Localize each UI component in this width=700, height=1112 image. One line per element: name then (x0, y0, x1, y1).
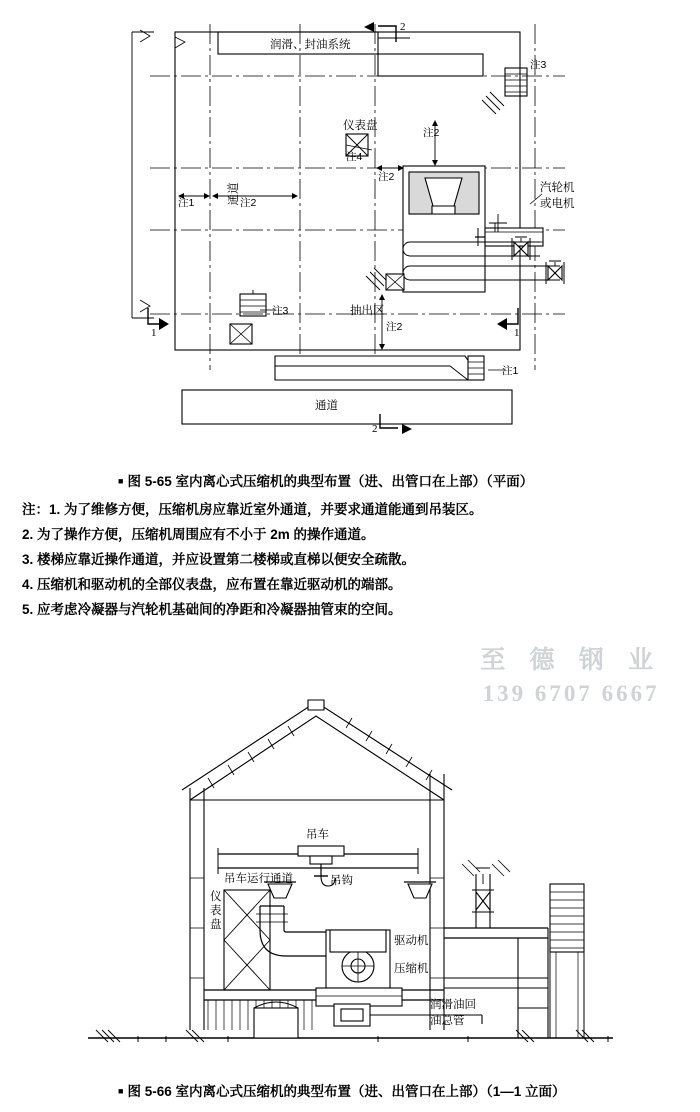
svg-text:注3: 注3 (530, 59, 547, 71)
figure-5-65-caption (118, 470, 533, 490)
svg-text:仪表盘: 仪表盘 (343, 120, 378, 132)
note-item: 4. 压缩机和驱动机的全部仪表盘，应布置在靠近驱动机的端部。 (22, 577, 402, 592)
note-item: 2. 为了操作方便，压缩机周围应有不小于 2m 的操作通道。 (22, 527, 375, 542)
svg-text:吊车运行通道: 吊车运行通道 (224, 873, 293, 885)
caption-text: 图 5-65 室内离心式压缩机的典型布置（进、出管口在上部）（平面） (127, 474, 534, 489)
svg-text:2: 2 (400, 21, 406, 33)
note-item: 注：1. 为了维修方便，压缩机房应靠近室外通道，并要求通道能通到吊装区。 (22, 502, 483, 517)
svg-text:盘: 盘 (210, 919, 222, 931)
svg-text:1: 1 (151, 327, 157, 339)
svg-text:或电机: 或电机 (540, 198, 575, 210)
watermark-phone: 139 6707 6667 (482, 681, 660, 706)
note-item: 5. 应考虑冷凝器与汽轮机基础间的净距和冷凝器抽管束的空间。 (22, 602, 402, 617)
svg-text:润滑、封油系统: 润滑、封油系统 (270, 39, 351, 51)
svg-text:注2: 注2 (240, 197, 257, 209)
note-item: 3. 楼梯应靠近操作通道，并应设置第二楼梯或直梯以便安全疏散。 (22, 552, 416, 567)
svg-text:油总管: 油总管 (430, 1015, 465, 1027)
svg-text:注2: 注2 (386, 321, 403, 333)
svg-text:注1: 注1 (502, 365, 519, 377)
svg-text:通道: 通道 (315, 400, 338, 412)
svg-text:通道: 通道 (228, 182, 240, 206)
svg-text:吊车: 吊车 (306, 829, 329, 841)
svg-text:压缩机: 压缩机 (394, 963, 429, 975)
notes-list (22, 497, 682, 622)
svg-text:注2: 注2 (423, 127, 440, 139)
figure-5-65-plan-drawing (110, 18, 580, 438)
figure-5-66-section-drawing (78, 678, 623, 1068)
caption-bullet-icon: ■ (118, 1086, 124, 1096)
svg-text:注3: 注3 (272, 305, 289, 317)
svg-text:驱动机: 驱动机 (394, 935, 429, 947)
svg-text:抽出区: 抽出区 (350, 305, 385, 317)
svg-text:吊钩: 吊钩 (330, 875, 353, 887)
svg-text:润滑油回: 润滑油回 (430, 999, 476, 1011)
svg-text:仪: 仪 (210, 891, 222, 903)
svg-text:2: 2 (372, 423, 378, 435)
svg-text:注2: 注2 (378, 171, 395, 183)
svg-text:1: 1 (514, 327, 520, 339)
svg-text:注4: 注4 (346, 151, 363, 163)
figure-5-66-caption (118, 1080, 565, 1100)
caption-text: 图 5-66 室内离心式压缩机的典型布置（进、出管口在上部）（1—1 立面） (127, 1084, 566, 1099)
svg-text:汽轮机: 汽轮机 (540, 182, 575, 194)
watermark-company: 至 德 钢 业 (480, 647, 662, 674)
svg-text:注1: 注1 (178, 197, 195, 209)
caption-bullet-icon: ■ (118, 476, 124, 486)
svg-text:表: 表 (210, 905, 222, 917)
